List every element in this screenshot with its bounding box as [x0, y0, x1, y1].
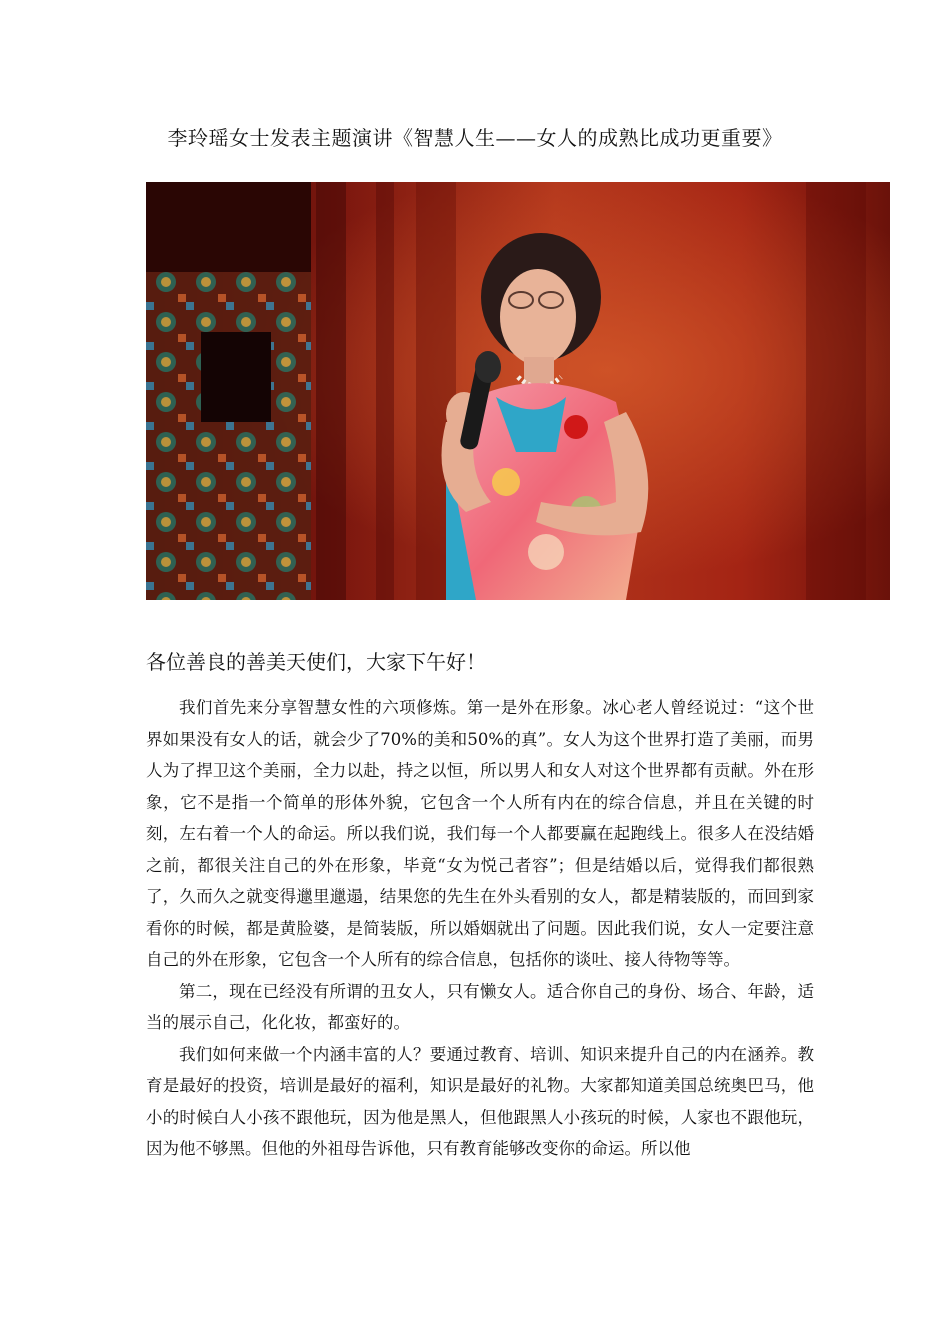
- paragraph: 我们如何来做一个内涵丰富的人？要通过教育、培训、知识来提升自己的内在涵养。教育是最好的投资，培训是最好的福利，知识是最好的礼物。大家都知道美国总统奥巴马，他小的时候白人小孩不跟他玩，因为他是黑人，但他跟黑人小孩玩的时候，人家也不跟他玩，因为他不够黑。但他的外祖母告诉他，只有教育能够改变你的命运。所以他: [146, 1044, 814, 1158]
- speech-body: [146, 692, 814, 1165]
- greeting-heading: 各位善良的善美天使们，大家下午好！: [146, 650, 486, 674]
- paragraph: 第二，现在已经没有所谓的丑女人，只有懒女人。适合你自己的身份、场合、年龄，适当的展示自己，化化妆，都蛮好的。: [146, 981, 814, 1032]
- document-title: 李玲瑶女士发表主题演讲《智慧人生——女人的成熟比成功更重要》: [167, 126, 783, 150]
- paragraph: 我们首先来分享智慧女性的六项修炼。第一是外在形象。冰心老人曾经说过：“这个世界如果没有女人的话，就会少了70%的美和50%的真”。女人为这个世界打造了美丽，而男人为了捍卫这个美丽，全力以赴，持之以恒，所以男人和女人对这个世界都有贡献。外在形象，它不是指一个简单的形体外貌，它包含一个人所有内在的综合信息，并且在关键的时刻，左右着一个人的命运。所以我们说，我们每一个人都要赢在起跑线上。很多人在没结婚之前，都很关注自己的外在形象，毕竟“女为悦己者容”；但是结婚以后，觉得我们都很熟了，久而久之就变得邋里邋遢，结果您的先生在外头看别的女人，都是精装版的，而回到家看你的时候，都是黄脸婆，是简装版，所以婚姻就出了问题。因此我们说，女人一定要注意自己的外在形象，它包含一个人所有的综合信息，包括你的谈吐、接人待物等等。: [146, 698, 814, 969]
- speaker-photo: [146, 182, 890, 600]
